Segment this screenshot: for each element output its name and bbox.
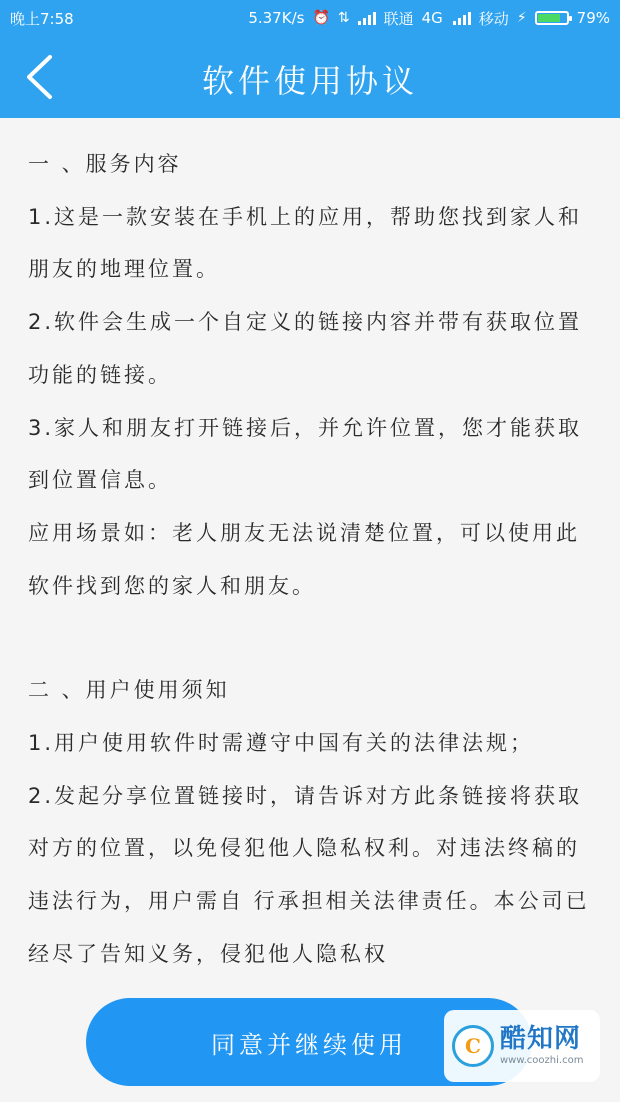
section-gap — [28, 612, 596, 664]
carrier-1: 联通 — [383, 9, 414, 28]
section-1-item-1: 1.这是一款安装在手机上的应用，帮助您找到家人和朋友的地理位置。 — [28, 204, 583, 282]
data-arrows-icon: ⇅ — [337, 10, 350, 26]
status-right — [248, 8, 610, 29]
section-2-title: 二 、用户使用须知 — [28, 678, 230, 703]
section-1-title: 一 、服务内容 — [28, 152, 182, 176]
battery-fill — [538, 14, 560, 22]
watermark-text — [500, 1024, 583, 1068]
agree-continue-button[interactable]: 同意并继续使用 — [86, 998, 532, 1086]
agreement-content — [28, 138, 596, 981]
watermark-url: www.coozhi.com — [500, 1055, 584, 1066]
battery-percent: 79% — [576, 9, 610, 27]
section-2-item-2: 2.发起分享位置链接时，请告诉对方此条链接将获取对方的位置，以免侵犯他人隐私权利。对违法终稿的违法行为，用户需自 行承担相关法律责任。本公司已经尽了告知义务，侵犯他人隐私权 — [28, 783, 590, 966]
watermark-brand: 酷知网 — [500, 1024, 582, 1054]
section-1-item-2: 2.软件会生成一个自定义的链接内容并带有获取位置功能的链接。 — [28, 310, 583, 387]
alarm-off-icon: ⏰ — [312, 10, 330, 26]
section-1-item-3: 3.家人和朋友打开链接后，并允许位置，您才能获取到位置信息。 — [28, 415, 583, 493]
battery-icon — [535, 11, 569, 25]
coozhi-logo-icon: C — [452, 1025, 494, 1067]
charging-icon: ⚡ — [516, 10, 527, 26]
section-2-item-1: 1.用户使用软件时需遵守中国有关的法律法规； — [28, 731, 535, 756]
carrier-1-network: 4G — [421, 9, 443, 27]
section-1-scenario: 应用场景如：老人朋友无法说清楚位置，可以使用此软件找到您的家人和朋友。 — [28, 520, 580, 598]
page-title: 软件使用协议 — [201, 62, 418, 100]
network-speed: 5.37K/s — [248, 9, 305, 27]
signal-icon — [358, 11, 376, 25]
status-time: 晚上7:58 — [10, 9, 74, 28]
status-bar — [0, 0, 620, 36]
watermark — [444, 1010, 600, 1082]
carrier-2: 移动 — [478, 9, 509, 28]
signal-icon-2 — [453, 11, 471, 25]
title-bar — [0, 36, 620, 118]
